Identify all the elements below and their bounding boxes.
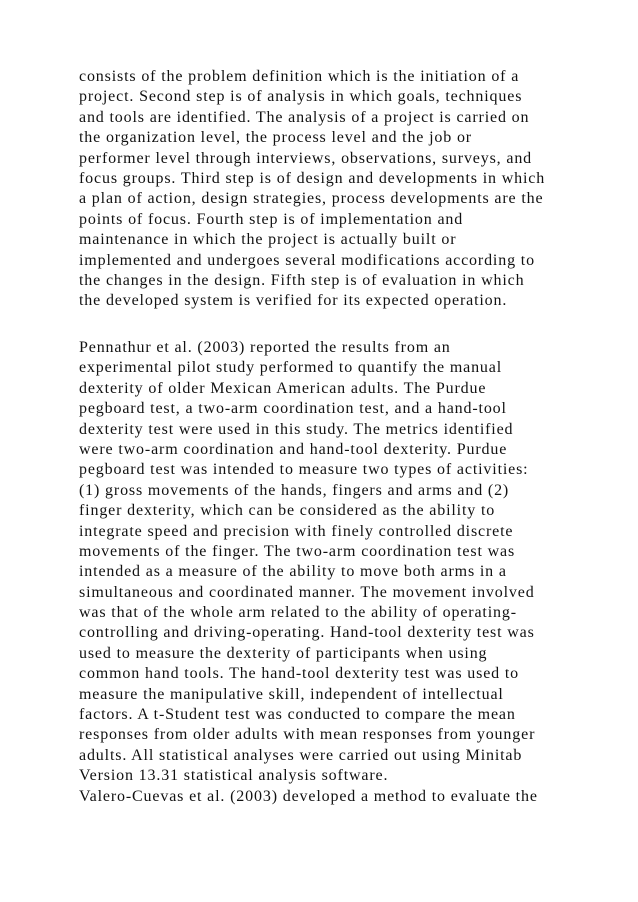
text-line: points of focus. Fourth step is of implementation and [79,210,464,228]
text-line: used to measure the dexterity of participants when using [79,644,488,662]
text-line: Pennathur et al. (2003) reported the results from an [79,339,451,356]
text-line: focus groups. Third step is of design and developments in which [79,169,546,187]
text-line: the developed system is verified for its expected operation. [79,292,508,310]
text-line: pegboard test was intended to measure two types of activities: [79,461,529,479]
text-line: controlling and driving-operating. Hand-tool dexterity test was [79,624,535,642]
text-line: the organization level, the process level and the job or [79,129,472,147]
text-line: a plan of action, design strategies, process developments are the [79,190,544,208]
text-line: integrate speed and precision with finely controlled discrete [79,522,514,540]
text-line: the changes in the design. Fifth step is of evaluation in which [79,271,525,289]
text-line: pegboard test, a two-arm coordination test, and a hand-tool [79,400,507,418]
text-line: maintenance in which the project is actually built or [79,231,457,249]
text-line: Valero-Cuevas et al. (2003) developed a method to evaluate the [79,787,538,805]
text-line: common hand tools. The hand-tool dexterity test was used to [79,665,520,683]
text-line: were two-arm coordination and hand-tool dexterity. Purdue [79,440,508,458]
text-line: adults. All statistical analyses were carried out using Minitab [79,746,523,764]
text-line: factors. A t-Student test was conducted to compare the mean [79,706,516,724]
text-line: (1) gross movements of the hands, fingers and arms and (2) [79,481,510,499]
text-line: dexterity of older Mexican American adults. The Purdue [79,379,487,397]
text-line: measure the manipulative skill, independent of intellectual [79,685,504,703]
text-line: movements of the finger. The two-arm coordination test was [79,542,516,560]
text-line: simultaneous and coordinated manner. The movement involved [79,583,535,601]
text-line: intended as a measure of the ability to move both arms in a [79,563,507,581]
text-line: implemented and undergoes several modifications according to [79,251,535,269]
text-line: consists of the problem definition which is the initiation of a [79,68,520,85]
text-line: and tools are identified. The analysis of a project is carried on [79,108,530,126]
paragraph-sdlc-steps [79,67,579,312]
text-line: finger dexterity, which can be considered as the ability to [79,502,496,520]
text-line: performer level through interviews, observations, surveys, and [79,149,533,167]
text-line: Version 13.31 statistical analysis software. [79,767,389,785]
text-line: responses from older adults with mean responses from younger [79,726,536,744]
text-line: dexterity test were used in this study. The metrics identified [79,420,514,438]
text-line: project. Second step is of analysis in which goals, techniques [79,88,523,106]
text-line: experimental pilot study performed to quantify the manual [79,359,503,377]
paragraph-pennathur-study [79,338,579,807]
text-line: was that of the whole arm related to the ability of operating- [79,604,517,622]
